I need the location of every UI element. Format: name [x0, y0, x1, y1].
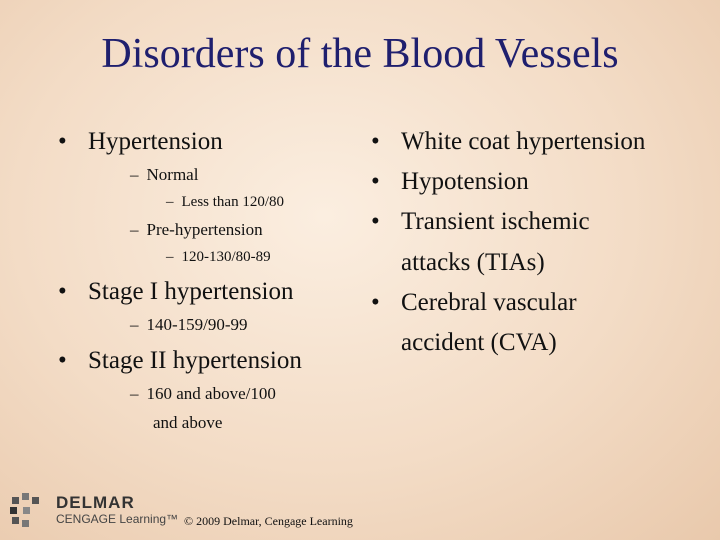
bullet-text: Hypotension: [401, 168, 529, 195]
bullet-icon: •: [58, 278, 67, 305]
subitem-text: Pre-hypertension: [146, 220, 263, 239]
bullet-text: Hypertension: [88, 128, 223, 155]
delmar-logo-icon: [10, 493, 44, 527]
dash-icon: –: [130, 220, 139, 239]
value-text: 120-130/80-89: [181, 249, 271, 265]
copyright-text: © 2009 Delmar, Cengage Learning: [184, 514, 353, 528]
subitem-text: Normal: [146, 165, 199, 184]
bullet-icon: •: [58, 128, 67, 155]
bullet-hypotension: [371, 168, 529, 196]
bullet-text: Cerebral vascular: [401, 289, 577, 316]
bullet-text: Transient ischemic: [401, 208, 590, 235]
dash-icon: –: [166, 194, 174, 210]
bullet-icon: •: [371, 208, 380, 235]
dash-icon: –: [130, 165, 139, 184]
bullet-icon: •: [58, 347, 67, 374]
bullet-tia-cont: attacks (TIAs): [401, 249, 545, 276]
bullet-stage2: [58, 347, 302, 375]
subitem-pre-hypertension: [130, 220, 263, 240]
bullet-white-coat: [371, 128, 646, 156]
value-stage1: [130, 315, 248, 335]
bullet-tia: [371, 208, 590, 236]
bullet-text: Stage I hypertension: [88, 278, 294, 305]
bullet-stage1: [58, 278, 294, 306]
dash-icon: –: [166, 249, 174, 265]
bullet-icon: •: [371, 289, 380, 316]
subitem-normal: [130, 165, 198, 185]
bullet-cva: [371, 289, 577, 317]
value-stage2: [130, 384, 276, 404]
value-text: 160 and above/100: [146, 384, 276, 403]
slide-title: Disorders of the Blood Vessels: [101, 31, 619, 77]
dash-icon: –: [130, 384, 139, 403]
bullet-hypertension: [58, 128, 223, 156]
bullet-icon: •: [371, 128, 380, 155]
value-normal: [166, 194, 284, 211]
value-pre-hypertension: [166, 249, 271, 266]
bullet-cva-cont: accident (CVA): [401, 329, 557, 356]
logo-subtitle: CENGAGE Learning™: [56, 512, 179, 526]
value-stage2-cont: and above: [153, 413, 223, 432]
dash-icon: –: [130, 315, 139, 334]
value-text: Less than 120/80: [181, 194, 284, 210]
value-text: 140-159/90-99: [146, 315, 248, 334]
bullet-text: Stage II hypertension: [88, 347, 302, 374]
logo-name: DELMAR: [56, 493, 135, 512]
bullet-text: White coat hypertension: [401, 128, 646, 155]
bullet-icon: •: [371, 168, 380, 195]
